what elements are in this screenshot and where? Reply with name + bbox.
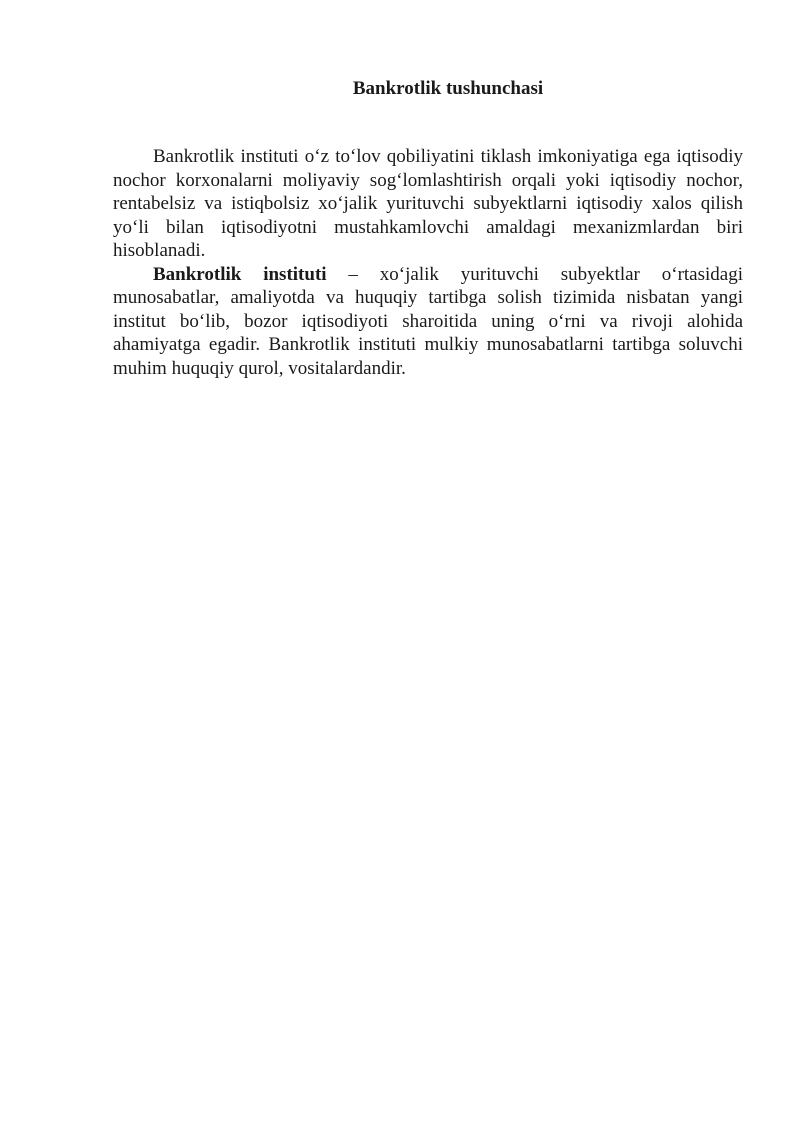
paragraph-1 bbox=[113, 145, 743, 263]
document-title: Bankrotlik tushunchasi bbox=[352, 78, 544, 99]
paragraph-2-lead-term: Bankrotlik instituti bbox=[153, 263, 327, 285]
paragraph-1-text: Bankrotlik instituti o‘z to‘lov qobiliyatini tiklash imkoniyatiga ega iqtisodiy nochor korxonalarni moliyaviy sog‘lomlashtirish orqali yoki iqtisodiy nochor, rentabelsiz va istiqbolsiz xo‘jalik yurituvchi subyektlarni iqtisodiy xalos qilish yo‘li bilan iqtisodiyotni mustahkamlovchi amaldagi mexanizmlardan biri hisoblanadi. bbox=[113, 146, 743, 261]
document-body bbox=[113, 145, 743, 380]
paragraph-2-text: – xo‘jalik yurituvchi subyektlar o‘rtasidagi munosabatlar, amaliyotda va huquqiy tartibga solish tizimida nisbatan yangi institut bo‘lib, bozor iqtisodiyoti sharoitida uning o‘rni va rivoji alohida ahamiyatga egadir. Bankrotlik instituti mulkiy munosabatlarni tartibga soluvchi muhim huquqiy qurol, vositalardandir. bbox=[113, 263, 743, 379]
paragraph-2 bbox=[113, 263, 743, 381]
